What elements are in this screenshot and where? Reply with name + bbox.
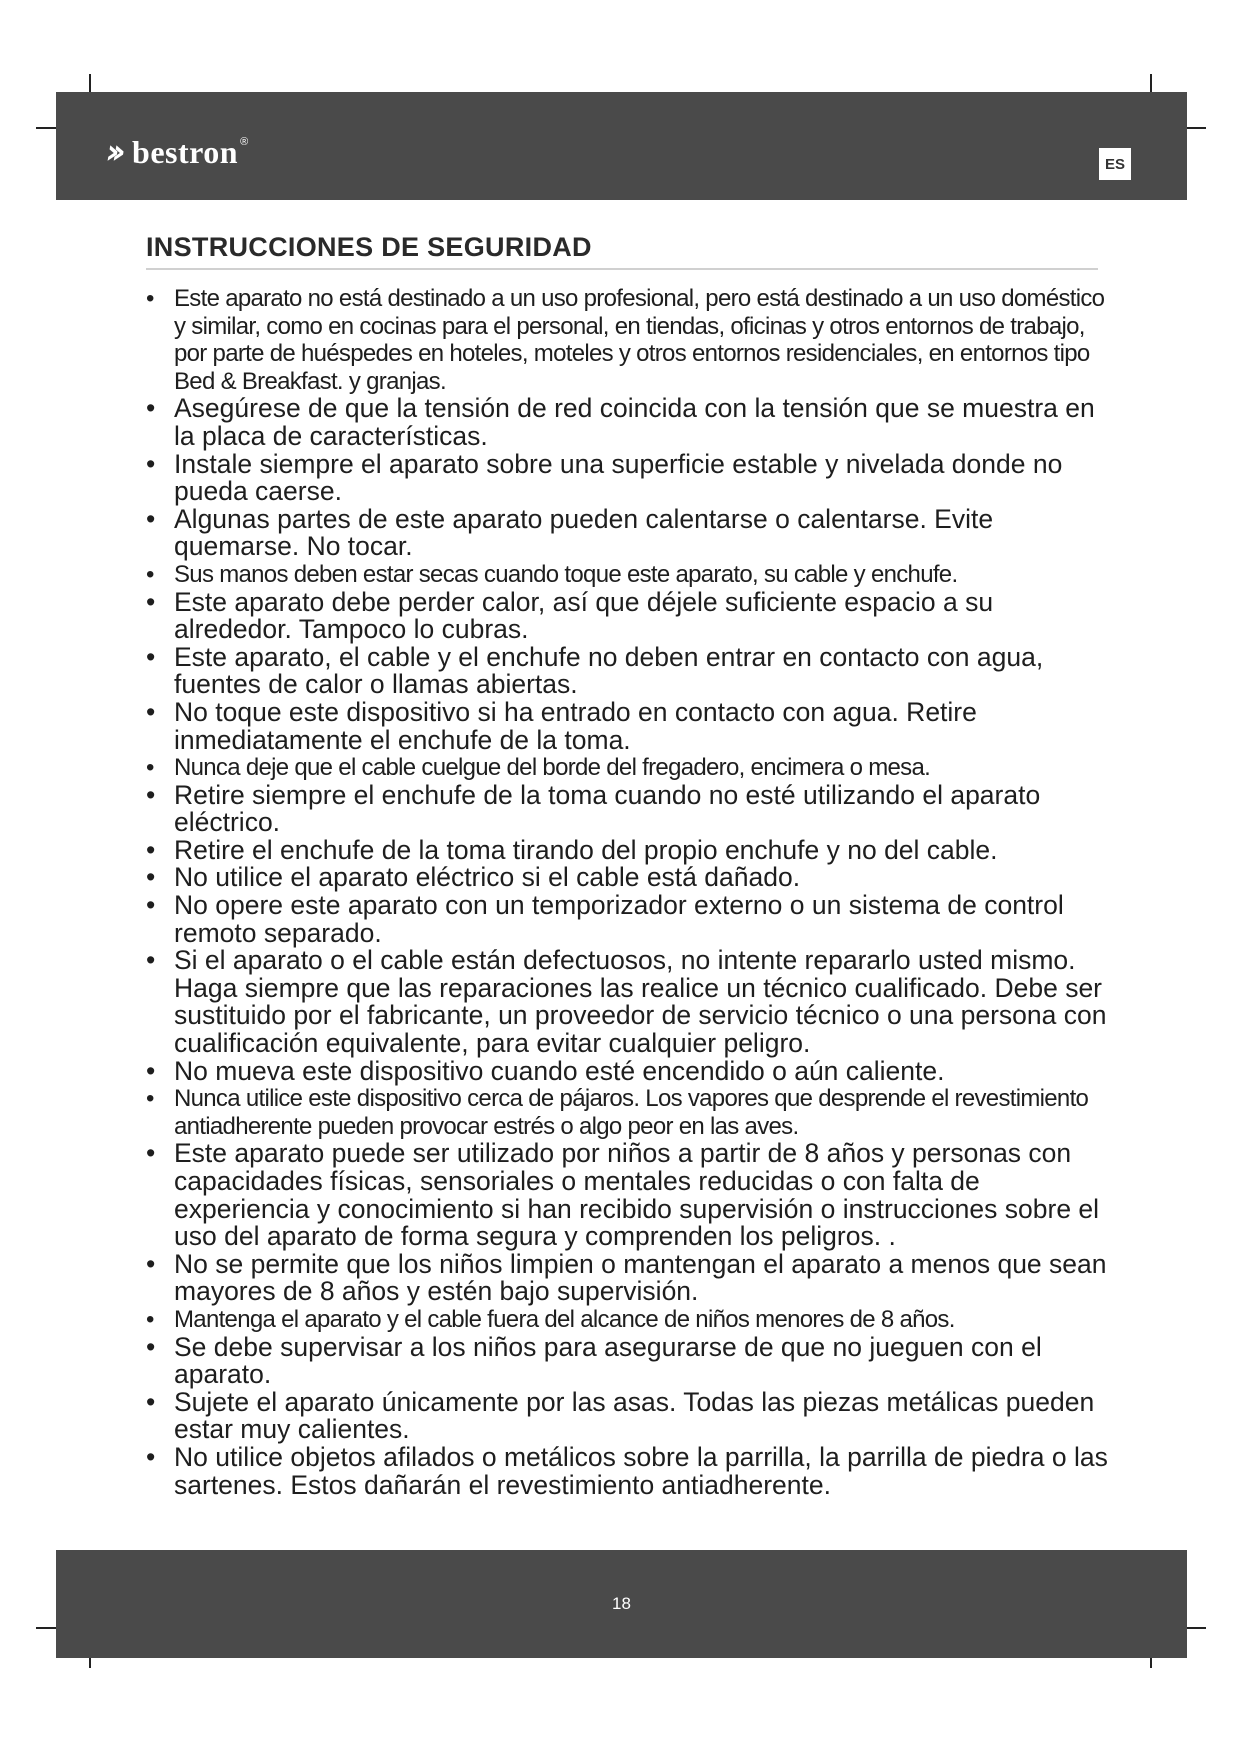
list-item: • No opere este aparato con un temporizador externo o un sistema de control remoto separado.: [142, 892, 1112, 947]
footer-bar: [56, 1550, 1187, 1658]
list-item: • No toque este dispositivo si ha entrado en contacto con agua. Retire inmediatamente el enchufe de la toma.: [142, 699, 1112, 754]
page-title: INSTRUCCIONES DE SEGURIDAD: [146, 232, 592, 262]
list-item: • No mueva este dispositivo cuando esté encendido o aún caliente.: [142, 1058, 1112, 1086]
list-item: • Este aparato puede ser utilizado por niños a partir de 8 años y personas con capacidades físicas, sensoriales o mentales reducidas o con falta de experiencia y conocimiento si han recibido supervisión o instrucciones sobre el uso del aparato de forma segura y comprenden los peligros. .: [142, 1140, 1112, 1250]
chevrons-icon: ››: [102, 132, 122, 172]
list-item: • No se permite que los niños limpien o mantengan el aparato a menos que sean mayores de 8 años y estén bajo supervisión.: [142, 1251, 1112, 1306]
list-item: • Nunca deje que el cable cuelgue del borde del fregadero, encimera o mesa.: [142, 754, 1112, 782]
list-item: • Se debe supervisar a los niños para asegurarse de que no jueguen con el aparato.: [142, 1334, 1112, 1389]
bestron-logo: [102, 132, 249, 172]
list-item: • Mantenga el aparato y el cable fuera del alcance de niños menores de 8 años.: [142, 1306, 1112, 1334]
header-bar: [56, 92, 1187, 200]
list-item: • Sujete el aparato únicamente por las asas. Todas las piezas metálicas pueden estar muy calientes.: [142, 1389, 1112, 1444]
list-item: • Retire siempre el enchufe de la toma cuando no esté utilizando el aparato eléctrico.: [142, 782, 1112, 837]
list-item: • Asegúrese de que la tensión de red coincida con la tensión que se muestra en la placa de características.: [142, 395, 1112, 450]
list-item: • Este aparato, el cable y el enchufe no deben entrar en contacto con agua, fuentes de calor o llamas abiertas.: [142, 644, 1112, 699]
list-item: • Instale siempre el aparato sobre una superficie estable y nivelada donde no pueda caerse.: [142, 451, 1112, 506]
instructions-list: [142, 285, 1112, 1499]
list-item: • Sus manos deben estar secas cuando toque este aparato, su cable y enchufe.: [142, 561, 1112, 589]
list-item: • No utilice objetos afilados o metálicos sobre la parrilla, la parrilla de piedra o las sartenes. Estos dañarán el revestimiento antiadherente.: [142, 1444, 1112, 1499]
registered-mark: ®: [240, 136, 249, 148]
page-number: 18: [612, 1594, 631, 1613]
list-item: • Nunca utilice este dispositivo cerca de pájaros. Los vapores que desprende el revestimiento antiadherente pueden provocar estrés o algo peor en las aves.: [142, 1085, 1112, 1140]
brand-name: bestron: [132, 133, 239, 170]
list-item: • Este aparato debe perder calor, así que déjele suficiente espacio a su alrededor. Tampoco lo cubras.: [142, 589, 1112, 644]
title-divider: [146, 268, 1098, 270]
list-item: • Este aparato no está destinado a un uso profesional, pero está destinado a un uso doméstico y similar, como en cocinas para el personal, en tiendas, oficinas y otros entornos de trabajo, por parte de huéspedes en hoteles, moteles y otros entornos residenciales, en entornos tipo Bed & Breakfast. y granjas.: [142, 285, 1112, 395]
list-item: • No utilice el aparato eléctrico si el cable está dañado.: [142, 864, 1112, 892]
list-item: • Retire el enchufe de la toma tirando del propio enchufe y no del cable.: [142, 837, 1112, 865]
language-badge: ES: [1099, 148, 1131, 180]
list-item: • Algunas partes de este aparato pueden calentarse o calentarse. Evite quemarse. No tocar.: [142, 506, 1112, 561]
list-item: • Si el aparato o el cable están defectuosos, no intente repararlo usted mismo. Haga siempre que las reparaciones las realice un técnico cualificado. Debe ser sustituido por el fabricante, un proveedor de servicio técnico o una persona con cualificación equivalente, para evitar cualquier peligro.: [142, 947, 1112, 1057]
